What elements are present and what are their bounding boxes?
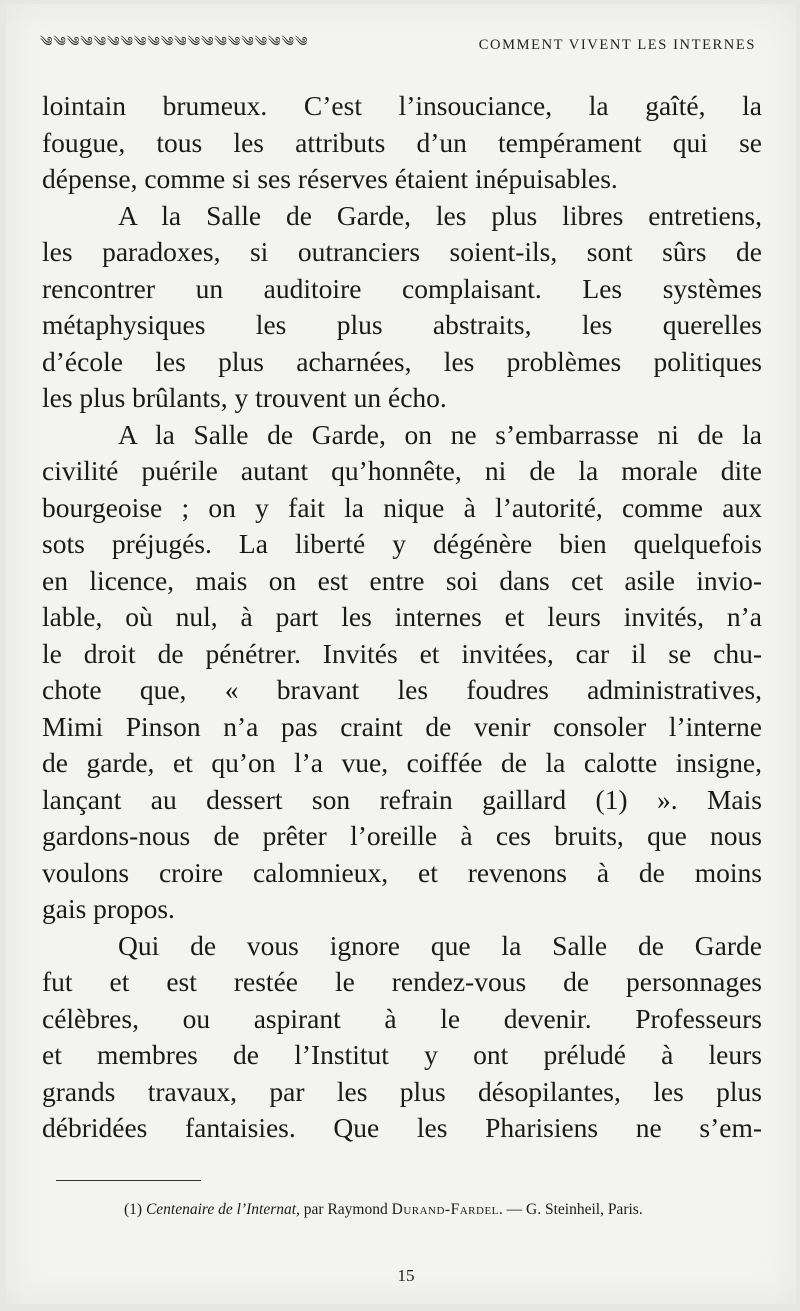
text-line: les paradoxes, si outranciers soient-ils, sont sûrs de [42,236,762,267]
book-page [6,4,796,1304]
text-line: le droit de pénétrer. Invités et invitées, car il se chu- [42,637,762,669]
text-line: A la Salle de Garde, on ne s’embarrasse ni de la [118,418,762,450]
text-line: fougue, tous les attributs d’un tempérament qui se [42,126,762,158]
text-line: bourgeoise ; on y fait la nique à l’autorité, comme aux [42,491,762,523]
running-head-title: COMMENT VIVENT LES INTERNES [478,36,756,53]
footnote [124,1201,643,1219]
text-line: en licence, mais on est entre soi dans cet asile invio- [42,564,762,596]
text-line: lançant au dessert son refrain gaillard (1) ». Mais [42,783,762,815]
footnote-publisher: . — G. Steinheil, Paris. [498,1201,643,1218]
page-number: 15 [397,1266,415,1285]
text-line: métaphysiques les plus abstraits, les querelles [42,309,762,340]
text-line: Mimi Pinson n’a pas craint de venir consoler l’interne [42,710,762,742]
text-line: grands travaux, par les plus désopilantes, les plus [42,1075,762,1107]
text-line: fut et est restée le rendez-vous de personnages [42,966,762,997]
text-line: dépense, comme si ses réserves étaient inépuisables. [42,163,618,194]
footnote-by: par Raymond [303,1201,388,1218]
text-line: d’école les plus acharnées, les problèmes politiques [42,345,762,377]
ornament-band: ༄༄༄༄༄༄༄༄༄༄༄༄༄༄༄༄༄༄༄༄ [40,34,309,50]
footnote-title: Centenaire de l’Internat, [145,1201,300,1218]
text-line: gais propos. [42,893,175,924]
text-line: de garde, et qu’on l’a vue, coiffée de la calotte insigne, [42,747,762,778]
text-line: sots préjugés. La liberté y dégénère bien quelquefois [42,528,762,559]
text-line: A la Salle de Garde, les plus libres entretiens, [118,199,762,231]
text-line: célèbres, ou aspirant à le devenir. Professeurs [42,1002,762,1034]
text-line: gardons-nous de prêter l’oreille à ces bruits, que nous [42,820,762,851]
text-line: débridées fantaisies. Que les Pharisiens ne s’em- [42,1112,762,1143]
text-line: les plus brûlants, y trouvent un écho. [42,382,447,413]
footnote-author: Durand-Fardel [391,1201,499,1218]
text-line: chote que, « bravant les foudres administratives, [42,674,762,705]
body-text [42,88,762,1147]
text-line: rencontrer un auditoire complaisant. Les systèmes [42,272,762,304]
running-head [40,34,756,56]
text-line: lable, où nul, à part les internes et leurs invités, n’a [42,601,762,632]
text-line: et membres de l’Institut y ont préludé à leurs [42,1039,762,1070]
text-line: Qui de vous ignore que la Salle de Garde [118,929,762,961]
text-line: voulons croire calomnieux, et revenons à de moins [42,856,762,888]
text-line: civilité puérile autant qu’honnête, ni de la morale dite [42,455,762,486]
footnote-marker: (1) [124,1201,143,1218]
text-line: lointain brumeux. C’est l’insouciance, la gaîté, la [42,90,762,121]
footnote-rule [56,1180,201,1181]
